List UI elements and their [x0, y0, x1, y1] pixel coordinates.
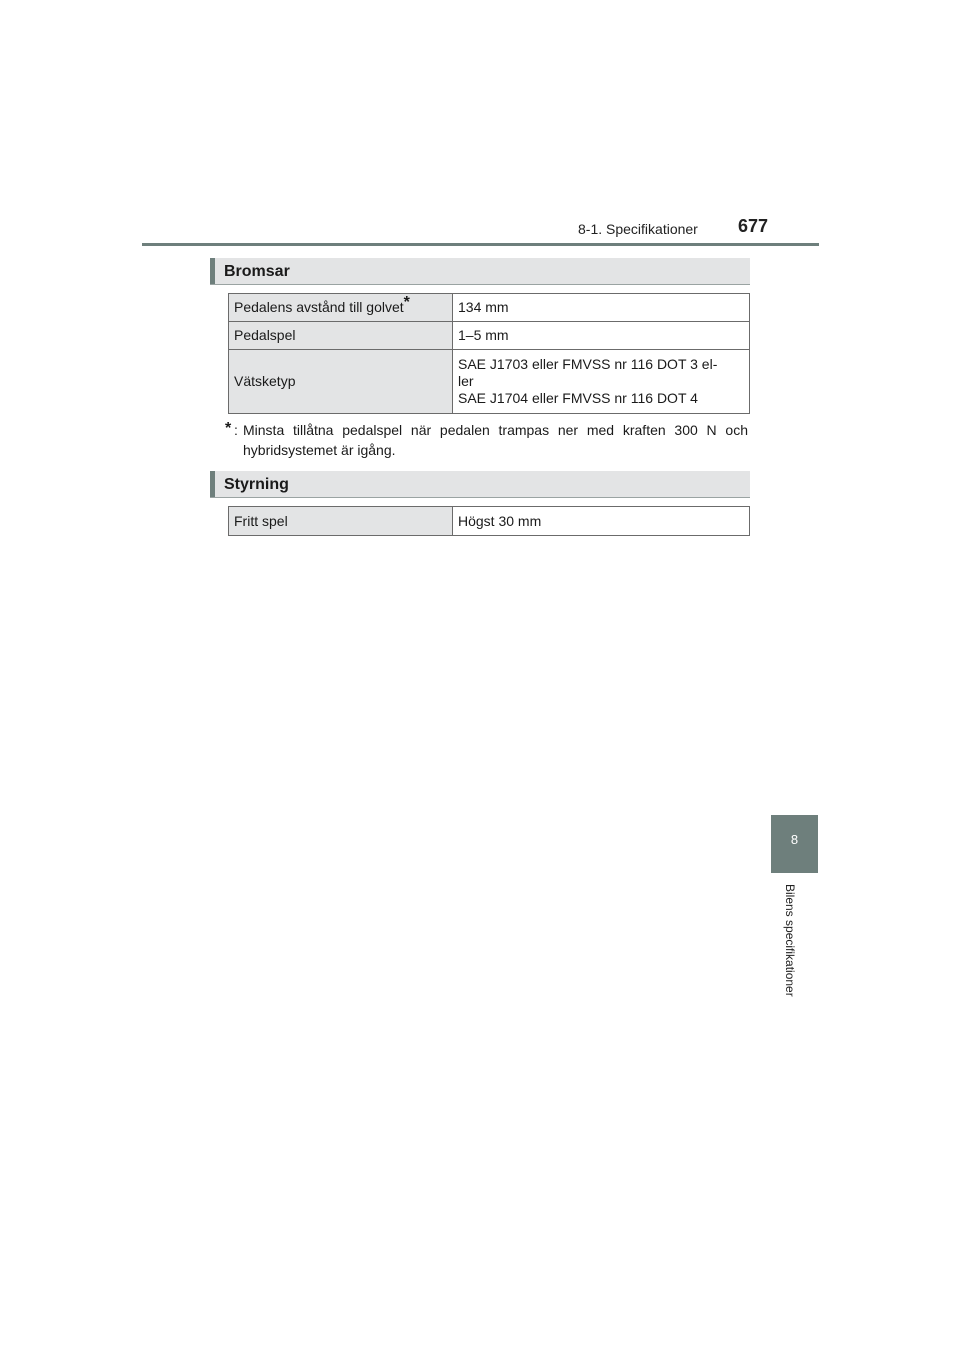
brakes-spec-table	[228, 293, 750, 414]
section-heading-styrning	[210, 471, 750, 498]
spec-value: Högst 30 mm	[458, 512, 542, 529]
footnote-marker: *	[225, 420, 232, 437]
table-row	[229, 507, 750, 536]
spec-value-line: ler	[458, 373, 474, 389]
table-row	[229, 350, 750, 414]
header-divider	[142, 243, 819, 246]
footnote-marker: *	[403, 294, 410, 311]
spec-key: Pedalens avstånd till golvet	[234, 299, 404, 315]
spec-value-line: SAE J1704 eller FMVSS nr 116 DOT 4	[458, 390, 698, 406]
spec-value: 134 mm	[458, 299, 509, 315]
spec-key: Fritt spel	[234, 512, 288, 529]
footnote-text: Minsta tillåtna pedalspel när pedalen trampas ner med kraften 300 N och hybridsystemet är igång.	[243, 422, 748, 458]
spec-value-cell	[453, 350, 750, 414]
chapter-label: Bilens specifikationer	[783, 884, 797, 997]
steering-spec-table	[228, 506, 750, 536]
table-row	[229, 294, 750, 322]
spec-key-cell	[229, 350, 453, 414]
spec-key: Pedalspel	[234, 327, 296, 343]
spec-value-line: SAE J1703 eller FMVSS nr 116 DOT 3 el-	[458, 356, 718, 372]
spec-key-cell	[229, 507, 453, 536]
spec-value-cell	[453, 507, 750, 536]
spec-key: Vätsketyp	[234, 373, 296, 389]
footnote	[225, 420, 748, 460]
chapter-number: 8	[790, 832, 799, 847]
section-accent-bar	[210, 471, 215, 497]
spec-key-cell	[229, 322, 453, 350]
header-section-title: 8-1. Specifikationer	[578, 221, 698, 237]
table-row	[229, 322, 750, 350]
section-title: Styrning	[224, 476, 289, 493]
section-title: Bromsar	[224, 263, 290, 280]
spec-value-cell	[453, 322, 750, 350]
footnote-separator: :	[234, 422, 238, 438]
spec-key-cell	[229, 294, 453, 322]
chapter-tab[interactable]	[771, 815, 818, 873]
spec-value-cell	[453, 294, 750, 322]
spec-value: 1–5 mm	[458, 327, 509, 343]
section-heading-bromsar	[210, 258, 750, 285]
page-number: 677	[738, 216, 769, 236]
section-accent-bar	[210, 258, 215, 284]
